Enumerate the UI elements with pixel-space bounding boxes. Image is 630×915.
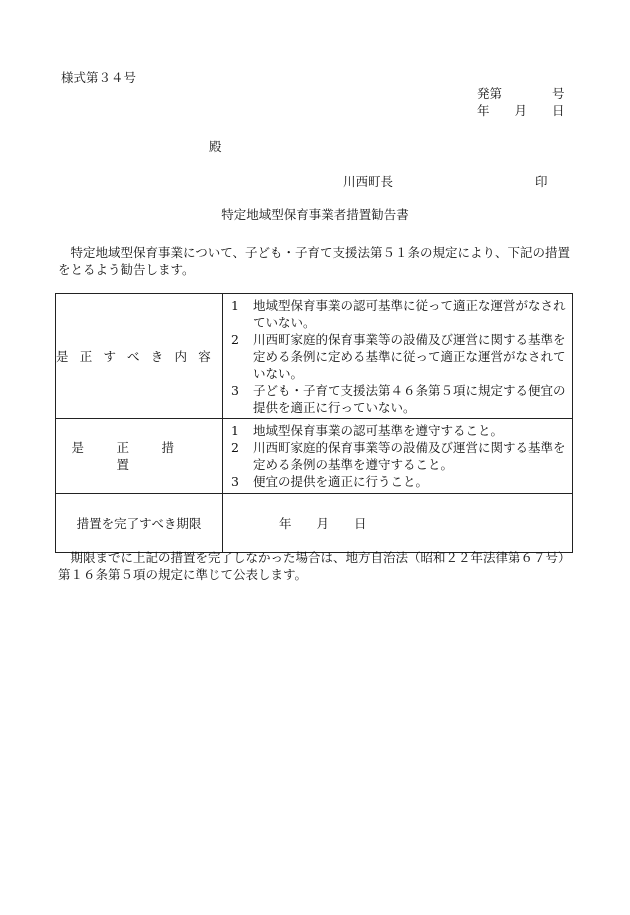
corrective-measures-list (223, 419, 573, 494)
intro-paragraph: 特定地域型保育事業について、子ども・子育て支援法第５１条の規定により、下記の措置をとるよう勧告します。 (58, 245, 571, 277)
closing-paragraph: 期限までに上記の措置を完了しなかった場合は、地方自治法（昭和２２年法律第６７号）第１６条第５項の規定に準じて公表します。 (58, 550, 571, 582)
list-item: 3 便宜の提供を適正に行うこと。 (231, 474, 429, 489)
row-label-correction-content: 是正すべき内容 (56, 294, 223, 419)
addressee-suffix: 殿 (209, 139, 222, 154)
issue-number: 発第 号 (477, 86, 565, 101)
issuer-title: 川西町長 (343, 174, 394, 189)
issue-date: 年 月 日 (477, 103, 565, 118)
table-row (56, 494, 573, 553)
row-label-corrective-measures: 是正措置 (56, 419, 223, 494)
document-title: 特定地域型保育事業者措置勧告書 (221, 207, 409, 222)
correction-content-list (223, 294, 573, 419)
deadline-date-field: 年 月 日 (223, 494, 573, 553)
list-item: 3 子ども・子育て支援法第４６条第５項に規定する便宜の提供を適正に行っていない。 (231, 382, 566, 415)
list-item: 2 川西町家庭的保育事業等の設備及び運営に関する基準を定める条例の基準を遵守すること。 (231, 440, 566, 472)
list-item: 1 地域型保育事業の認可基準を遵守すること。 (231, 423, 504, 438)
form-number: 様式第３４号 (61, 70, 137, 85)
list-item: 1 地域型保育事業の認可基準に従って適正な運営がなされていない。 (231, 297, 566, 330)
row-label-deadline: 措置を完了すべき期限 (56, 494, 223, 553)
measures-table (55, 293, 573, 553)
seal-mark: 印 (535, 174, 548, 189)
list-item: 2 川西町家庭的保育事業等の設備及び運営に関する基準を定める条例に定める基準に従って適正な運営がなされていない。 (231, 331, 566, 381)
table-row (56, 294, 573, 419)
table-row (56, 419, 573, 494)
